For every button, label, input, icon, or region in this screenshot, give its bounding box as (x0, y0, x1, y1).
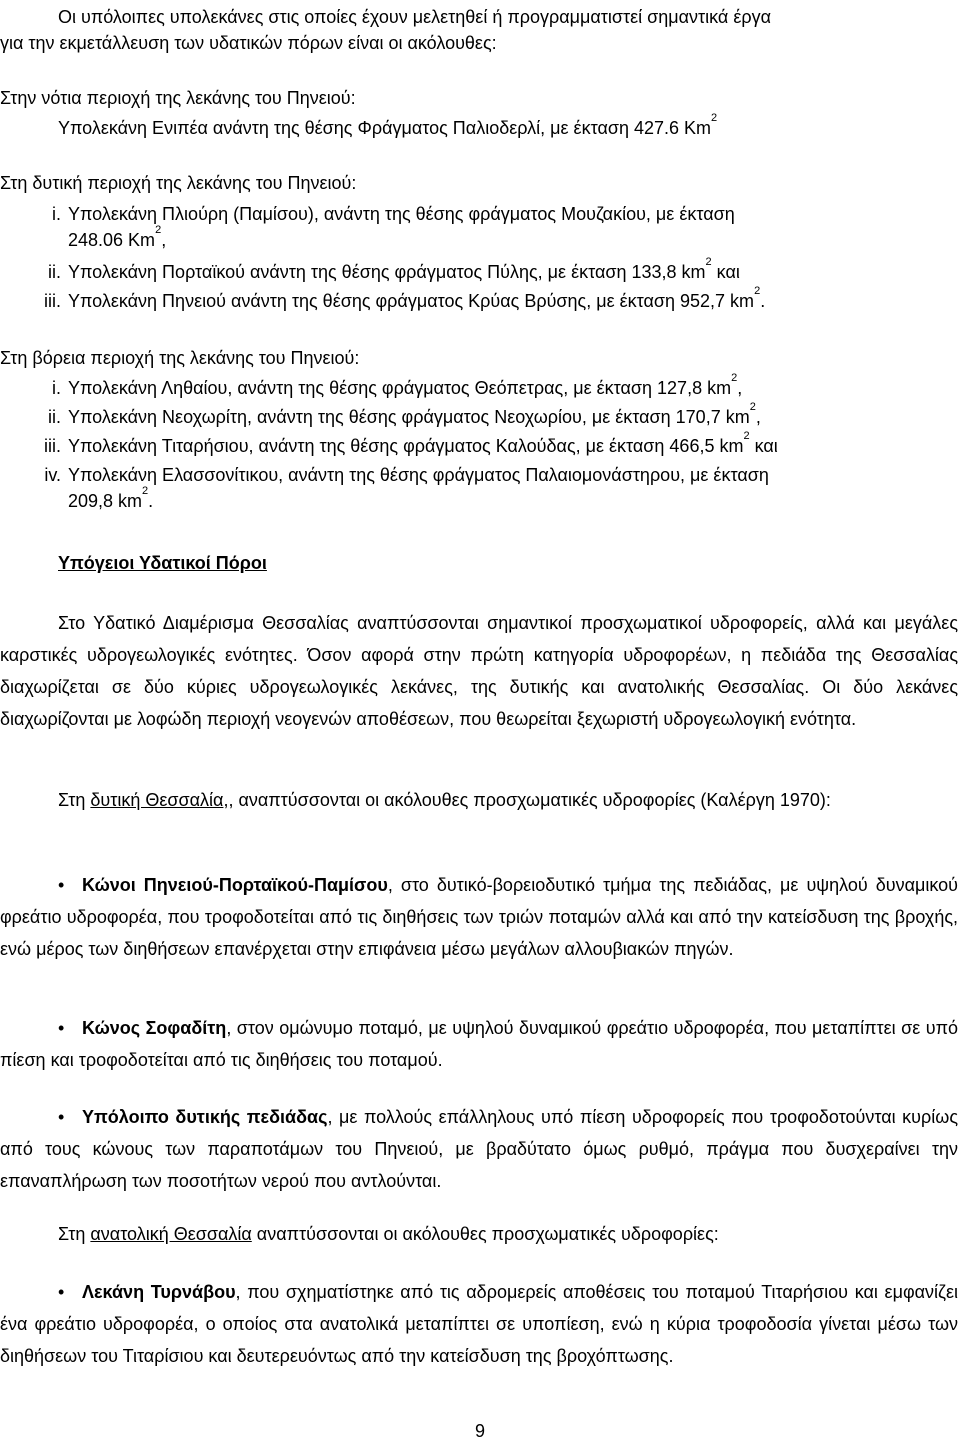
south-item-text: Υπολεκάνη Ενιπέα ανάντη της θέσης Φράγματος Παλιοδερλί, με έκταση 427.6 Km (58, 118, 712, 138)
east-thessaly-pre: Στη (58, 1224, 91, 1244)
intro-paragraph (0, 4, 958, 56)
list-item-tail: . (148, 491, 154, 512)
bullet-icon: • (58, 875, 65, 895)
superscript: 2 (142, 485, 149, 498)
intro-line-2: για την εκμετάλλευση των υδατικών πόρων είναι οι ακόλουθες: (0, 33, 497, 54)
list-item-tail: και (749, 436, 778, 456)
west-item-i (0, 201, 950, 253)
superscript: 2 (754, 285, 761, 297)
list-number: iii. (44, 436, 61, 456)
west-item-ii (0, 256, 950, 285)
bullet-item (0, 1101, 958, 1197)
west-heading: Στη δυτική περιοχή της λεκάνης του Πηνειού: (0, 173, 357, 193)
list-item-text: Υπολεκάνη Πορταϊκού ανάντη της θέσης φράγματος Πύλης, με έκταση 133,8 km (68, 262, 706, 282)
north-item-iv (0, 462, 950, 514)
intro-line-1: Οι υπόλοιπες υπολεκάνες στις οποίες έχουν μελετηθεί ή προγραμματιστεί σημαντικά έργα (58, 7, 772, 27)
superscript: 2 (731, 372, 738, 384)
section-title (0, 550, 958, 576)
superscript: 2 (705, 256, 712, 268)
bullet-bold: Υπόλοιπο δυτικής πεδιάδας (82, 1107, 328, 1127)
section-title-text: Υπόγειοι Υδατικοί Πόροι (58, 553, 267, 573)
bullet-bold: Κώνος Σοφαδίτη (82, 1018, 227, 1038)
list-item-text: Υπολεκάνη Ληθαίου, ανάντη της θέσης φράγματος Θεόπετρας, με έκταση 127,8 km (68, 378, 732, 398)
list-item-tail: , (737, 378, 743, 398)
west-thessaly-pre: Στη (58, 790, 91, 810)
bullet-icon: • (58, 1018, 65, 1038)
bullet-text: , στο δυτικό-βορειοδυτικό τμήμα της πεδιάδας, με υψηλού δυναμικού φρεάτιο υδροφορέα, που τροφοδοτείται από τις διηθήσεις των τριών ποταμών αλλά και από την κατείσδυση της βροχής, ενώ μέρος των διηθήσεων επανέρχεται στην επιφάνεια μέσω μεγάλων αλλουβιακών πηγών. (0, 875, 959, 959)
east-thessaly-link: ανατολική Θεσσαλία (90, 1224, 252, 1244)
list-number: i. (52, 204, 61, 224)
superscript: 2 (743, 430, 750, 442)
west-thessaly-link: δυτική Θεσσαλία (90, 790, 224, 810)
east-thessaly-post: αναπτύσσονται οι ακόλουθες προσχωματικές υδροφορίες: (251, 1224, 719, 1244)
groundwater-paragraph: Στο Υδατικό Διαμέρισμα Θεσσαλίας αναπτύσσονται σημαντικοί προσχωματικοί υδροφορείς, αλλά και μεγάλες καρστικές υδρογεωλογικές ενότητες. Όσον αφορά στην πρώτη κατηγορία υδροφορέων, η πεδιάδα της Θεσσαλίας διαχωρίζεται σε δύο κύριες υδρογεωλογικές λεκάνες, της δυτικής και ανατολικής Θεσσαλίας. Οι δύο λεκάνες διαχωρίζονται με λοφώδη περιοχή νεογενών αποθέσεων, που θεωρείται ξεχωριστή υδρογεωλογική ενότητα. (0, 613, 958, 729)
bullet-item (0, 1012, 958, 1076)
list-number: iv. (44, 465, 61, 485)
list-item-tail: . (760, 291, 766, 311)
bullet-text: , που σχηματίστηκε από τις αδρομερείς αποθέσεις του ποταμού Τιταρήσιου και εμφανίζει ένα φρεάτιο υδροφορέα, ο οποίος στα ανατολικά μεταπίπτει σε υποπίεση, ενώ η κύρια τροφοδοσία γίνεται μέσω των διηθήσεων του Τιταρίσιου και δευτερευόντως από την κατείσδυση της βροχόπτωσης. (0, 1282, 958, 1366)
east-thessaly-paragraph (0, 1218, 958, 1250)
list-item-text: Υπολεκάνη Ελασσονίτικου, ανάντη της θέσης φράγματος Παλαιομονάστηρου, με έκταση (68, 465, 769, 485)
list-number: i. (52, 378, 61, 398)
north-item-ii (0, 401, 950, 430)
list-number: ii. (48, 407, 61, 427)
list-item-text: Υπολεκάνη Πηνειού ανάντη της θέσης φράγματος Κρύας Βρύσης, με έκταση 952,7 km (68, 291, 755, 311)
list-number: ii. (48, 262, 61, 282)
west-thessaly-paragraph (0, 784, 958, 816)
bullet-icon: • (58, 1282, 65, 1302)
bullet-bold: Λεκάνη Τυρνάβου (82, 1282, 236, 1302)
page-number: 9 (474, 1421, 485, 1441)
list-item-text: Υπολεκάνη Νεοχωρίτη, ανάντη της θέσης φράγματος Νεοχωρίου, με έκταση 170,7 km (68, 407, 750, 427)
bullet-item (0, 1276, 958, 1372)
list-item-tail: , (755, 407, 761, 427)
superscript: 2 (749, 401, 756, 413)
list-item-tail: , (161, 230, 167, 251)
list-item-text: Υπολεκάνη Πλιούρη (Παμίσου), ανάντη της θέσης φράγματος Μουζακίου, με έκταση (68, 204, 735, 224)
bullet-icon: • (58, 1107, 65, 1127)
west-thessaly-post: ,, αναπτύσσονται οι ακόλουθες προσχωματικές υδροφορίες (Καλέργη 1970): (223, 790, 831, 810)
list-item-continuation: 209,8 km (68, 491, 143, 512)
bullet-text: , στον ομώνυμο ποταμό, με υψηλού δυναμικού φρεάτιο υδροφορέα, που μεταπίπτει σε υπό πίεση και τροφοδοτείται από τις διηθήσεις του ποταμού. (0, 1018, 959, 1070)
list-item-continuation: 248.06 Km (68, 230, 156, 251)
bullet-text: , με πολλούς επάλληλους υπό πίεση υδροφορείς που τροφοδοτούνται κυρίως από τους κώνους των παραποτάμων του Πηνειού, με βραδύτατο όμως ρυθμό, πράγμα που δυσχεραίνει την επαναπλήρωση των ποσοτήτων νερού που αντλούνται. (0, 1107, 958, 1191)
north-item-i (0, 372, 950, 401)
south-heading: Στην νότια περιοχή της λεκάνης του Πηνειού: (0, 88, 356, 108)
superscript: 2 (155, 224, 162, 237)
list-item-tail: και (711, 262, 740, 282)
list-item-text: Υπολεκάνη Τιταρήσιου, ανάντη της θέσης φράγματος Καλούδας, με έκταση 466,5 km (68, 436, 744, 456)
west-item-iii (0, 285, 950, 314)
north-item-iii (0, 430, 950, 459)
north-heading: Στη βόρεια περιοχή της λεκάνης του Πηνειού: (0, 348, 360, 368)
list-number: iii. (44, 291, 61, 311)
south-item-sup: 2 (711, 112, 718, 124)
south-item (0, 112, 958, 141)
bullet-bold: Κώνοι Πηνειού-Πορταϊκού-Παμίσου (82, 875, 388, 895)
bullet-item (0, 869, 958, 965)
